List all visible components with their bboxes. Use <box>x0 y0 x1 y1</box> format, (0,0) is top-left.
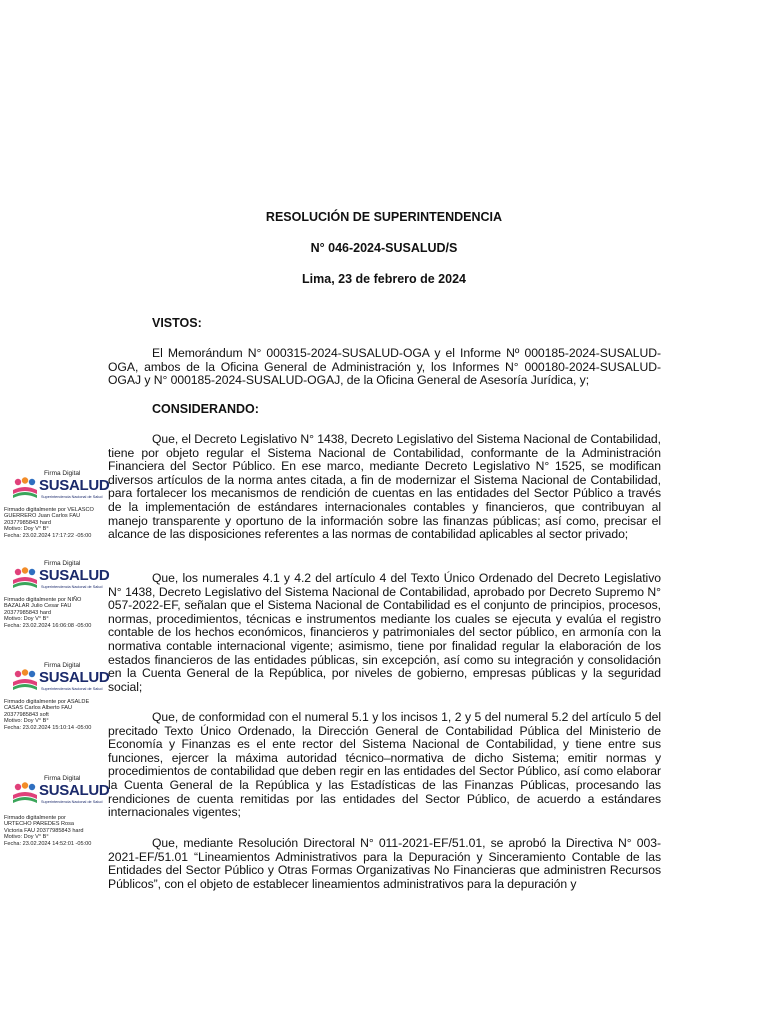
susalud-tagline: Superintendencia Nacional de Salud <box>41 585 103 589</box>
signature-line: CASAS Carlos Alberto FAU <box>4 705 73 712</box>
signature-details <box>4 815 108 847</box>
signature-line: GUERRERO Juan Carlos FAU <box>4 513 81 520</box>
firma-digital-label: Firma Digital <box>44 560 81 567</box>
susalud-wordmark: SUSALUD <box>39 567 110 584</box>
signature-line: Fecha: 23.02.2024 17:17:22 -05:00 <box>4 532 92 539</box>
signature-line: Motivo: Doy V° B° <box>4 834 49 841</box>
signature-line: BAZALAR Julio Cesar FAU <box>4 603 72 610</box>
signature-line: Firmado digitalmente por VELASCO <box>4 507 94 513</box>
signature-line: 20377985843 soft <box>4 711 49 718</box>
considerando-paragraph-4: Que, mediante Resolución Directoral N° 011-2021-EF/51.01, se aprobó la Directiva N° 003-2021-EF/51.01 “Lineamientos Administrativos para la Depuración y Sinceramiento Contable de las Entidades del Sector Público y Otras Formas Organizativas No Financieras que administren Recursos Públicos”, con el objeto de establecer lineamientos administrativos para la depuración y <box>108 836 661 891</box>
susalud-logo-icon <box>11 781 39 805</box>
signature-line: Victoria FAU 20377985843 hard <box>4 827 84 834</box>
resolution-title: RESOLUCIÓN DE SUPERINTENDENCIA <box>265 210 503 224</box>
digital-signature-stamp <box>4 775 108 847</box>
considerando-paragraph-2: Que, los numerales 4.1 y 4.2 del artículo 4 del Texto Único Ordenado del Decreto Legislativo N° 1438, Decreto Legislativo del Sistema Nacional de Contabilidad, aprobado por Decreto Supremo N° 057-2022-EF, señalan que el Sistema Nacional de Contabilidad es el conjunto de principios, procesos, normas, procedimientos, técnicas e instrumentos mediante los cuales se ejecuta y evalúa el registro contable de los hechos económicos, financieros y patrimoniales del sector público, en armonía con la normativa contable internacional vigente; asimismo, tiene por finalidad regular la elaboración de los estados financieros de las entidades públicas, sin excepción, así como su integración y consolidación en la Cuenta General de la República, por niveles de gobierno, empresas públicas y la seguridad social; <box>108 571 661 694</box>
considerando-paragraph-3: Que, de conformidad con el numeral 5.1 y los incisos 1, 2 y 5 del numeral 5.2 del artículo 5 del precitado Texto Único Ordenado, la Dirección General de Contabilidad Pública del Ministerio de Economía y Finanzas es el ente rector del Sistema Nacional de Contabilidad, y tiene entre sus funciones, ejercer la máxima autoridad técnico–normativa de dicho Sistema; emitir normas y procedimientos de contabilidad que deben regir en las entidades del Sector Público, así como elaborar la Cuenta General de la República y las Estadísticas de las Finanzas Públicas, procesando las rendiciones de cuenta remitidas por las entidades del Sector Público, de acuerdo a estándares internacionales vigentes; <box>108 710 661 820</box>
signature-details <box>4 507 108 539</box>
susalud-logo <box>4 662 108 696</box>
signature-line: Firmado digitalmente por ASALDE <box>4 699 90 705</box>
susalud-wordmark: SUSALUD <box>39 669 110 686</box>
signature-line: Firmado digitalmente por <box>4 815 66 821</box>
signature-line: Motivo: Doy V° B° <box>4 616 49 623</box>
susalud-tagline: Superintendencia Nacional de Salud <box>41 800 103 804</box>
signature-line: Fecha: 23.02.2024 14:52:01 -05:00 <box>4 840 92 847</box>
resolution-date: Lima, 23 de febrero de 2024 <box>302 272 466 286</box>
susalud-logo-icon <box>11 476 39 500</box>
vistos-paragraph: El Memorándum N° 000315-2024-SUSALUD-OGA y el Informe Nº 000185-2024-SUSALUD-OGA, ambos de la Oficina General de Administración y, los Informes N° 000180-2024-SUSALUD-OGAJ y N° 000185-2024-SUSALUD-OGAJ, de la Oficina General de Asesoría Jurídica, y; <box>108 346 661 388</box>
firma-digital-label: Firma Digital <box>44 775 81 782</box>
signature-line: Motivo: Doy V° B° <box>4 526 49 533</box>
susalud-logo <box>4 470 108 504</box>
susalud-tagline: Superintendencia Nacional de Salud <box>41 495 103 499</box>
digital-signature-stamp <box>4 662 108 731</box>
digital-signature-stamp <box>4 560 108 629</box>
firma-digital-label: Firma Digital <box>44 662 81 669</box>
vistos-heading: VISTOS: <box>152 316 202 330</box>
signature-line: 20377985843 hard <box>4 519 51 526</box>
susalud-tagline: Superintendencia Nacional de Salud <box>41 687 103 691</box>
resolution-number: N° 046-2024-SUSALUD/S <box>310 241 458 255</box>
signature-details <box>4 597 108 629</box>
signature-line: 20377985843 hard <box>4 609 51 616</box>
signature-line: Fecha: 23.02.2024 16:06:08 -05:00 <box>4 622 92 629</box>
digital-signature-stamp <box>4 470 108 539</box>
considerando-paragraph-1: Que, el Decreto Legislativo N° 1438, Decreto Legislativo del Sistema Nacional de Contabilidad, tiene por objeto regular el Sistema Nacional de Contabilidad, conformante de la Administración Financiera del Sector Público. En ese marco, mediante Decreto Legislativo N° 1525, se modifican diversos artículos de la norma antes citada, a fin de modernizar el Sistema Nacional de Contabilidad, para fortalecer los mecanismos de rendición de cuentas en las entidades del Sector Público a través de la implementación de estándares internacionales contables y financieros, que contribuyan al manejo transparente y oportuno de la información sobre las finanzas públicas; así como, precisar el alcance de las disposiciones referentes a las normas de contabilidad aplicables al sector privado; <box>108 432 661 542</box>
signature-line: Motivo: Doy V° B° <box>4 718 49 725</box>
susalud-logo-icon <box>11 566 39 590</box>
firma-digital-label: Firma Digital <box>44 470 81 477</box>
susalud-logo-icon <box>11 668 39 692</box>
signature-line: Firmado digitalmente por NIÑO <box>4 597 82 603</box>
susalud-logo <box>4 560 108 594</box>
susalud-logo <box>4 775 108 809</box>
signature-details <box>4 699 108 731</box>
susalud-wordmark: SUSALUD <box>39 477 110 494</box>
considerando-heading: CONSIDERANDO: <box>152 402 259 416</box>
susalud-wordmark: SUSALUD <box>39 782 110 799</box>
signature-line: URTECHO PAREDES Rosa <box>4 821 75 828</box>
signature-line: Fecha: 23.02.2024 15:10:14 -05:00 <box>4 724 92 731</box>
